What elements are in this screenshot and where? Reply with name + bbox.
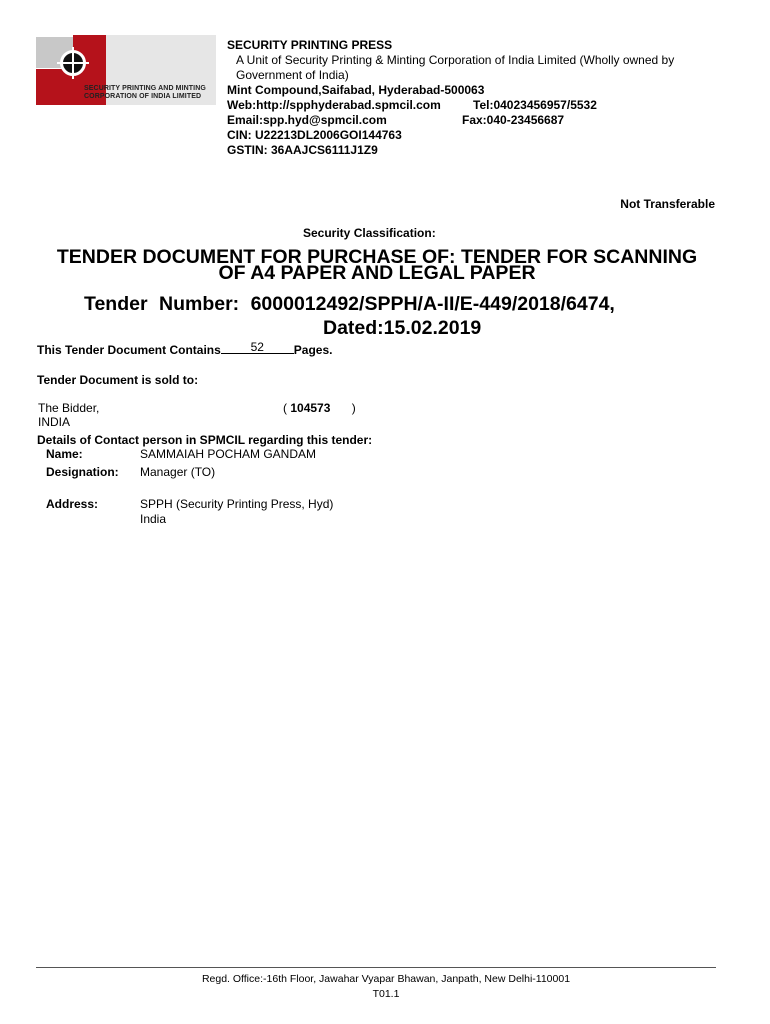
contact-name-label: Name: xyxy=(46,447,83,461)
not-transferable-label: Not Transferable xyxy=(620,197,715,211)
registered-office: Regd. Office:-16th Floor, Jawahar Vyapar Bhawan, Janpath, New Delhi-110001 xyxy=(201,973,571,985)
fax-number: Fax:040-23456687 xyxy=(462,113,565,127)
document-title: TENDER DOCUMENT FOR PURCHASE OF: TENDER FOR SCANNING OF A4 PAPER AND LEGAL PAPER xyxy=(56,246,698,284)
unit-line-2: Government of India) xyxy=(236,68,349,82)
page-count-line: This Tender Document Contains 52 Pages. xyxy=(37,340,333,357)
footer xyxy=(36,972,736,1002)
web-address: Web:http://spphyderabad.spmcil.com xyxy=(227,98,441,112)
contact-address-label: Address: xyxy=(46,497,99,511)
contact-designation-label: Designation: xyxy=(46,465,119,479)
web-tel-line xyxy=(227,98,674,113)
bidder-block xyxy=(38,401,99,429)
telephone: Tel:04023456957/5532 xyxy=(473,98,597,112)
form-code: T01.1 xyxy=(372,988,400,1000)
email-address: Email:spp.hyd@spmcil.com xyxy=(227,113,387,127)
tender-number: Tender Number: 6000012492/SPPH/A-II/E-449/2018/6474, xyxy=(84,293,615,315)
bidder-code: ( 104573 ) xyxy=(283,401,356,415)
spmcil-logo xyxy=(36,35,216,105)
email-fax-line xyxy=(227,113,674,128)
security-classification-label: Security Classification: xyxy=(303,226,436,240)
letterhead xyxy=(227,38,674,158)
gstin-number: GSTIN: 36AAJCS6111J1Z9 xyxy=(227,143,378,157)
bidder-country: INDIA xyxy=(38,415,71,429)
unit-line-1: A Unit of Security Printing & Minting Corporation of India Limited (Wholly owned by xyxy=(236,53,675,67)
contact-name-value: SAMMAIAH POCHAM GANDAM xyxy=(140,447,317,461)
page-count-value: 52 xyxy=(221,342,294,354)
footer-divider xyxy=(36,967,716,968)
bidder-name: The Bidder, xyxy=(38,401,100,415)
contact-address-value: SPPH (Security Printing Press, Hyd) India xyxy=(140,497,334,526)
org-name: SECURITY PRINTING PRESS xyxy=(227,38,393,52)
tender-date: Dated:15.02.2019 xyxy=(323,317,482,339)
logo-text: SECURITY PRINTING AND MINTING CORPORATION OF INDIA LIMITED xyxy=(84,85,206,100)
address-line: Mint Compound,Saifabad, Hyderabad-500063 xyxy=(227,83,485,97)
sold-to-label: Tender Document is sold to: xyxy=(37,373,199,387)
contact-designation-value: Manager (TO) xyxy=(140,465,216,479)
contact-heading: Details of Contact person in SPMCIL regarding this tender: xyxy=(37,433,373,447)
cin-number: CIN: U22213DL2006GOI144763 xyxy=(227,128,402,142)
